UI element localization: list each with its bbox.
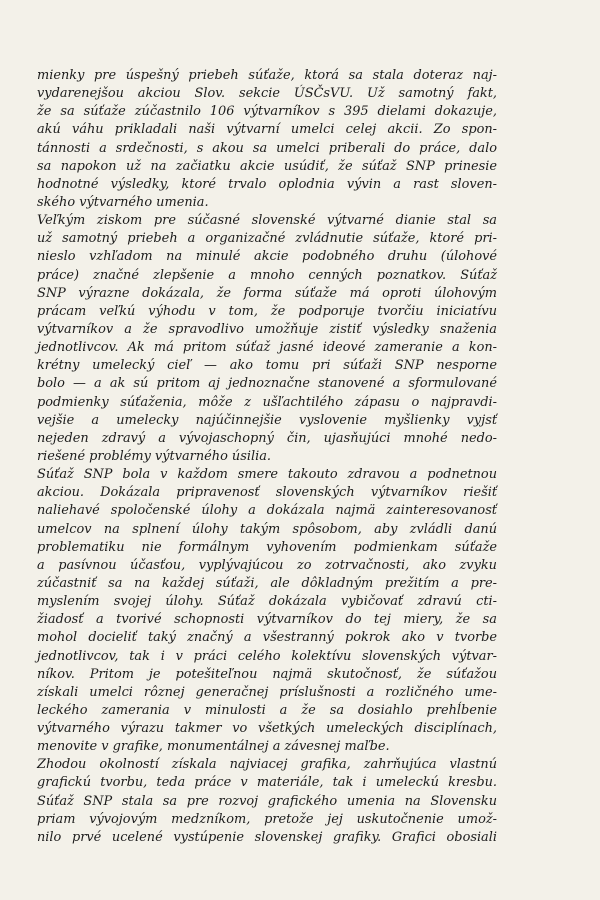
text-line: ského výtvarného umenia. <box>37 194 209 210</box>
text-line: že sa súťaže zúčastnilo 106 výtvarníkov s 395 dielami dokazuje, <box>37 104 497 120</box>
text-line: vydarenejšou akciou Slov. sekcie ÚSČsVU. Už samotný fakt, <box>37 86 497 102</box>
text-line: grafickú tvorbu, teda práce v materiále, tak i umeleckú kresbu. <box>37 775 497 791</box>
paragraph <box>37 212 497 466</box>
text-line: mienky pre úspešný priebeh súťaže, ktorá sa stala doteraz naj- <box>37 68 497 83</box>
paragraph <box>37 466 497 756</box>
text-line: hodnotné výsledky, ktoré trvalo oplodnia vývin a rast sloven- <box>37 176 497 192</box>
text-line: akciou. Dokázala pripravenosť slovenských výtvarníkov riešiť <box>37 485 497 501</box>
text-line: zúčastniť sa na každej súťaži, ale dôkladným prežitím a pre- <box>37 575 497 591</box>
text-line: nilo prvé ucelené vystúpenie slovenskej grafiky. Grafici obosiali <box>37 829 497 845</box>
text-line: výtvarníkov a že spravodlivo umožňuje zistiť výsledky snaženia <box>37 321 497 337</box>
text-line: Súťaž SNP stala sa pre rozvoj grafického umenia na Slovensku <box>37 793 497 809</box>
text-line: už samotný priebeh a organizačné zvládnutie súťaže, ktoré pri- <box>37 231 497 247</box>
text-line: leckého zamerania v minulosti a že sa dosiahlo prehĺbenie <box>37 702 497 718</box>
text-line: jednotlivcov. Ak má pritom súťaž jasné ideové zameranie a kon- <box>37 340 497 356</box>
text-line: práce) značné zlepšenie a mnoho cenných poznatkov. Súťaž <box>37 267 497 283</box>
text-line: nejeden zdravý a vývojaschopný čin, ujasňujúci mnohé nedo- <box>37 430 497 446</box>
text-line: riešené problémy výtvarného úsilia. <box>37 448 272 464</box>
text-line: Súťaž SNP bola v každom smere takouto zdravou a podnetnou <box>37 467 497 483</box>
text-line: Veľkým ziskom pre súčasné slovenské výtvarné dianie stal sa <box>37 213 497 229</box>
text-line: žiadosť a tvorivé schopnosti výtvarníkov do tej miery, že sa <box>37 612 497 628</box>
text-line: prácam veľkú výhodu v tom, že podporuje tvorčiu iniciatívu <box>37 303 497 319</box>
text-line: problematiku nie formálnym vyhovením podmienkam súťaže <box>37 539 497 555</box>
text-line: priam vývojovým medzníkom, pretože jej uskutočnenie umož- <box>37 811 497 827</box>
text-line: níkov. Pritom je potešiteľnou najmä skutočnosť, že súťažou <box>37 666 497 682</box>
text-line: jednotlivcov, tak i v práci celého kolektívu slovenských výtvar- <box>37 648 497 664</box>
text-line: získali umelci rôznej generačnej príslušnosti a rozličného ume- <box>37 684 497 700</box>
paragraph <box>37 756 497 847</box>
text-line: podmienky súťaženia, môže z ušľachtilého zápasu o najpravdi- <box>37 394 497 410</box>
text-line: bolo — a ak sú pritom aj jednoznačne stanovené a sformulované <box>37 376 497 392</box>
text-line: SNP výrazne dokázala, že forma súťaže má oproti úlohovým <box>37 285 497 301</box>
text-line: umelcov na splnení úlohy takým spôsobom, aby zvládli danú <box>37 521 497 537</box>
text-line: a pasívnou účasťou, vyplývajúcou zo zotrvačnosti, ako zvyku <box>37 557 497 573</box>
text-line: mohol docieliť taký značný a všestranný pokrok ako v tvorbe <box>37 630 497 646</box>
text-line: Zhodou okolností získala najviacej grafika, zahrňujúca vlastnú <box>37 757 497 773</box>
text-line: naliehavé spoločenské úlohy a dokázala najmä zainteresovanosť <box>37 503 497 519</box>
text-line: akú váhu prikladali naši výtvarní umelci celej akcii. Zo spon- <box>37 122 497 138</box>
text-line: tánnosti a srdečnosti, s akou sa umelci priberali do práce, dalo <box>37 140 497 156</box>
text-line: výtvarného výrazu takmer vo všetkých umeleckých disciplínach, <box>37 721 497 737</box>
paragraph <box>37 67 497 212</box>
text-line: vejšie a umelecky najúčinnejšie vyslovenie myšlienky vyjsť <box>37 412 497 428</box>
text-line: nieslo vzhľadom na minulé akcie podobného druhu (úlohové <box>37 249 497 265</box>
body-text <box>37 67 497 847</box>
text-line: myslením svojej úlohy. Súťaž dokázala vybičovať zdravú cti- <box>37 594 497 610</box>
text-line: sa napokon už na začiatku akcie usúdiť, že súťaž SNP prinesie <box>37 158 497 174</box>
text-line: menovite v grafike, monumentálnej a závesnej maľbe. <box>37 739 390 755</box>
text-line: krétny umelecký cieľ — ako tomu pri súťaži SNP nesporne <box>37 358 497 374</box>
